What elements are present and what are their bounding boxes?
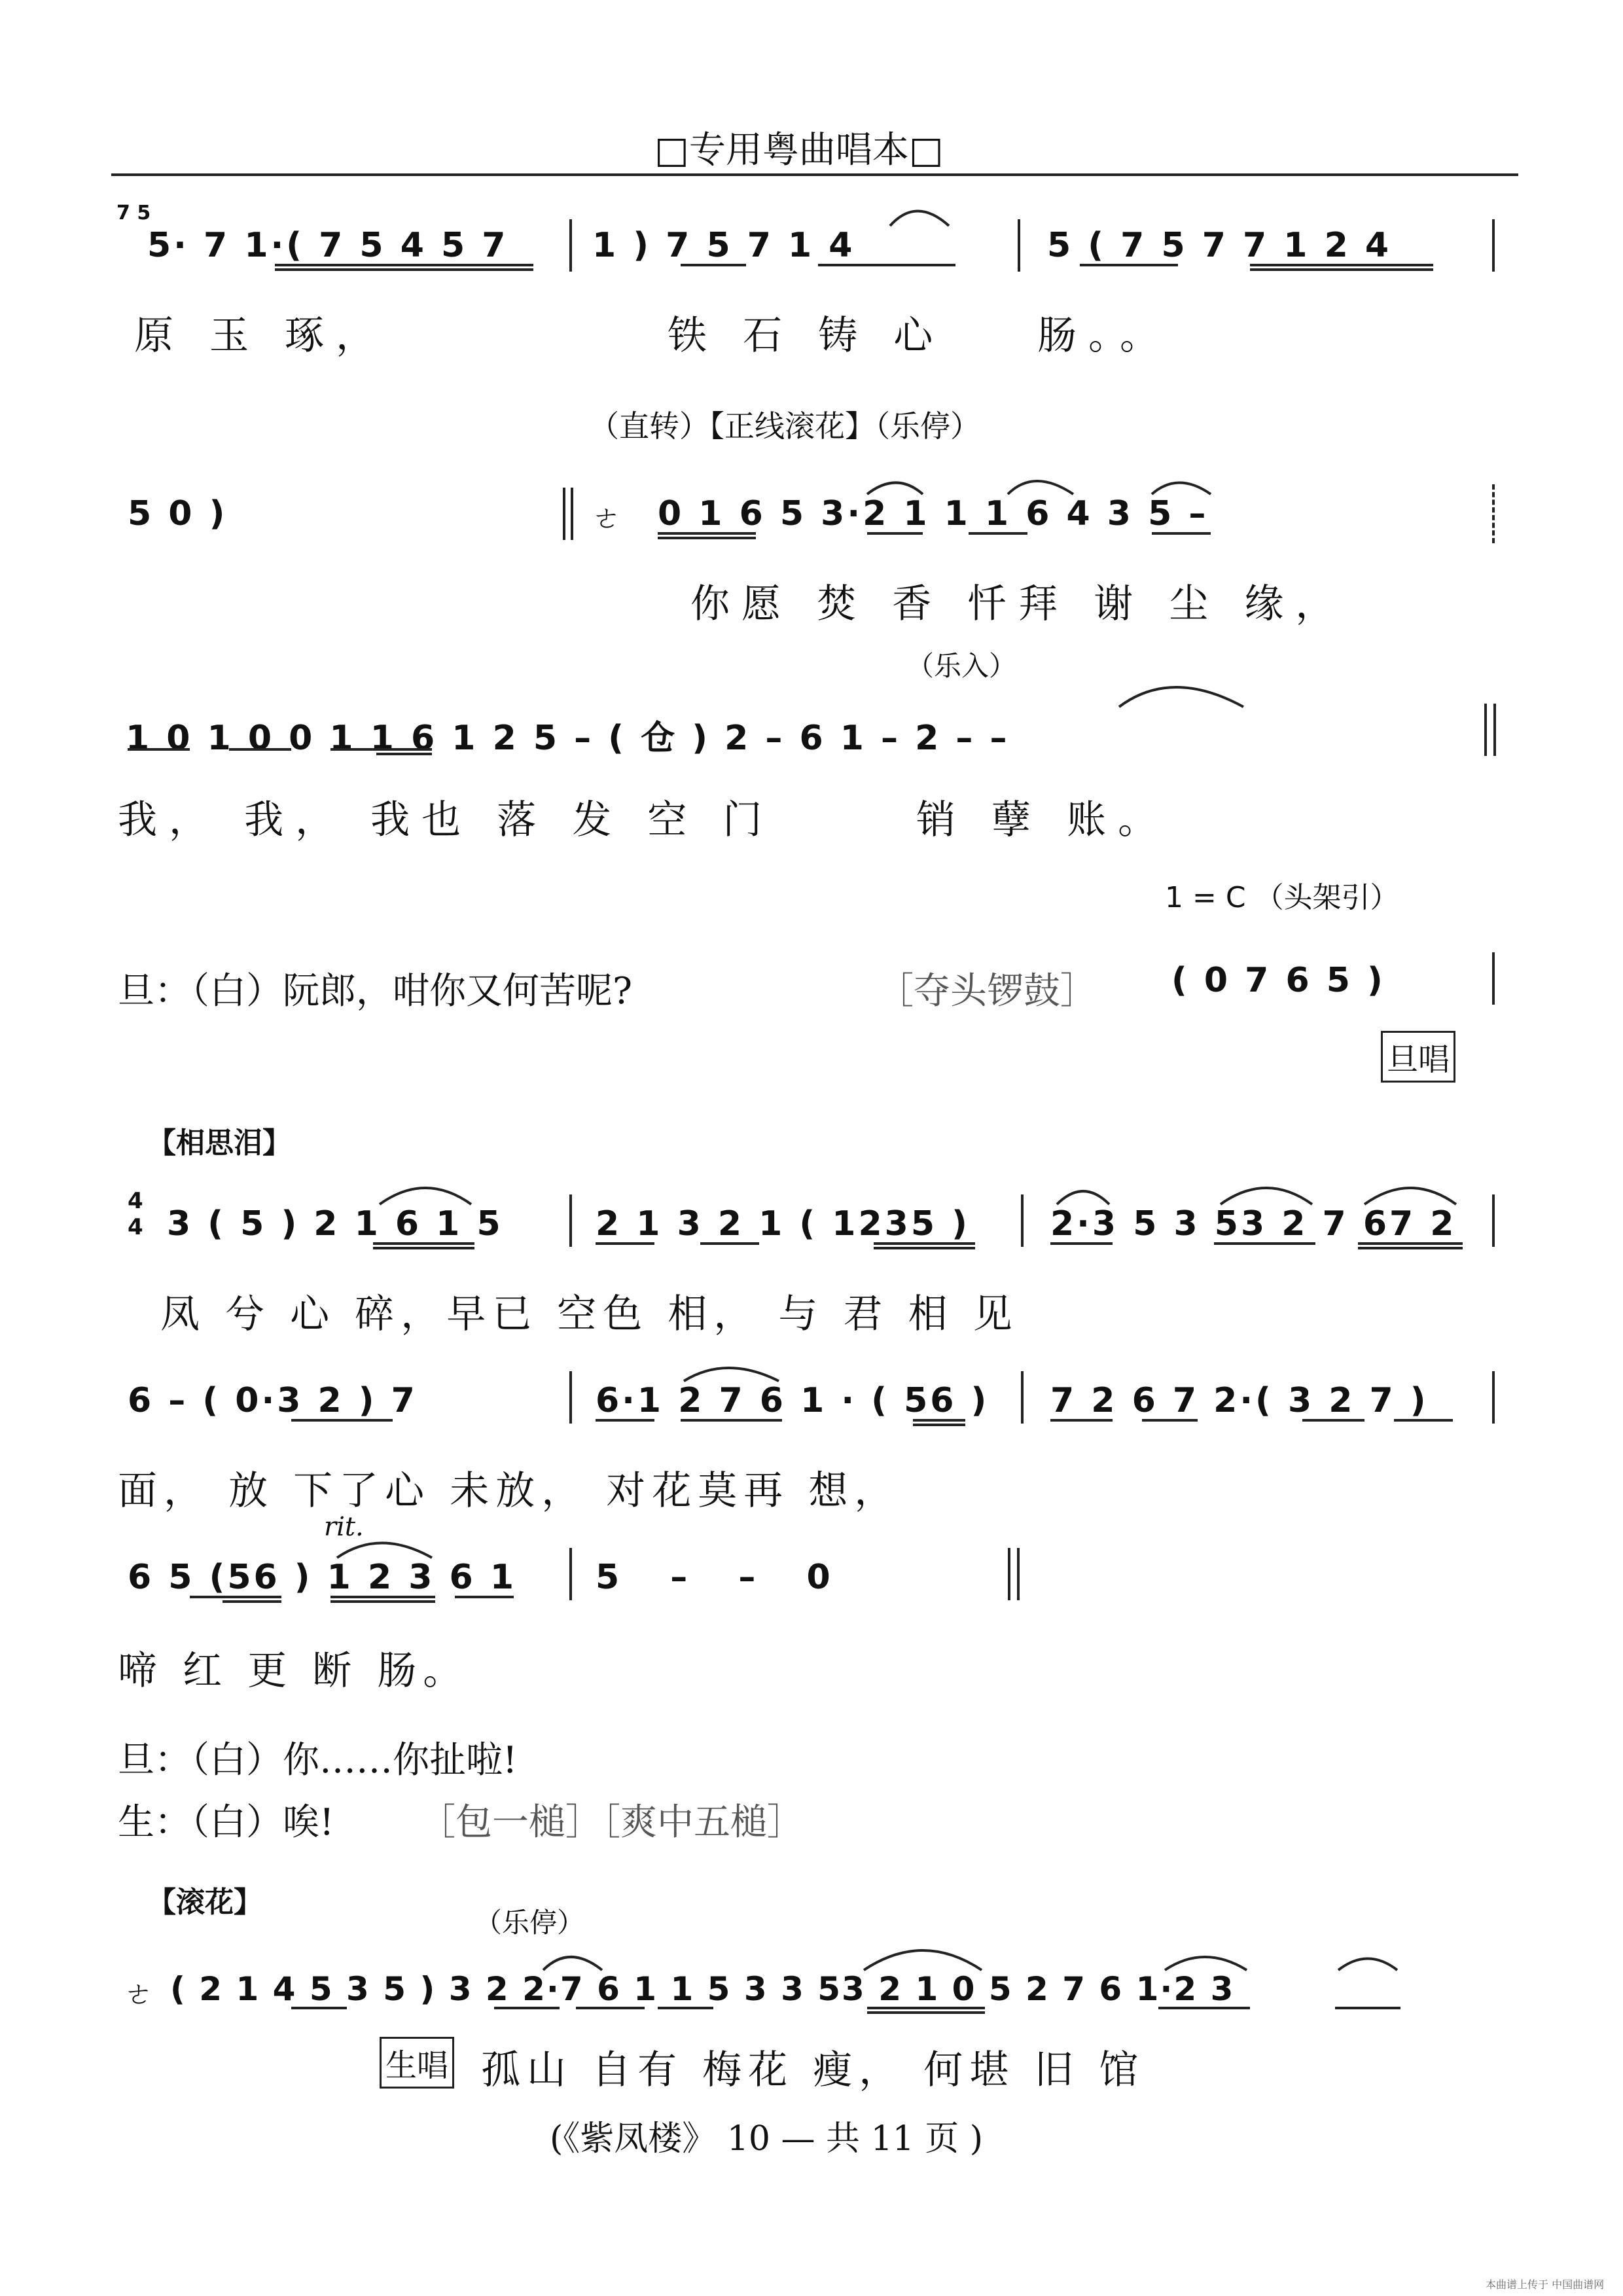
measure-3-1: 1 0 1 0 0 1 1 6 1 2 5 – ( 仓 ) 2 – 6 1 – 2 – – — [126, 719, 1010, 758]
measure-5-3: 7 2 6 7 2·( 3 2 7 ) — [1050, 1381, 1429, 1420]
lyric-line: 我， 我， 我也 落 发 空 门 — [118, 797, 774, 843]
grace-notes: 7 5 — [116, 202, 151, 224]
measure-4-2: 2 1 3 2 1 ( 1235 ) — [596, 1204, 970, 1244]
time-signature-top: 4 — [128, 1188, 143, 1214]
measure-5-2: 6·1 2 7 6 1 · ( 56 ) — [596, 1381, 990, 1420]
percussion-cue: ［包一槌］［爽中五槌］ — [419, 1801, 804, 1844]
slur — [684, 1368, 779, 1381]
free-meter-sign: ㄜ — [124, 1977, 153, 2011]
measure-2-1: 5 0 ) — [128, 494, 228, 533]
singer-box: 生唱 — [380, 2037, 454, 2089]
measure-1-3: 5 ( 7 5 7 7 1 2 4 — [1047, 226, 1392, 265]
slur — [1165, 1957, 1247, 1970]
key-signature: 1 = C （头架引） — [1165, 881, 1399, 914]
measure-1-2: 1 ) 7 5 7 1 4 — [592, 226, 855, 265]
measure-4-3: 2·3 5 3 53 2 7 67 2 — [1050, 1204, 1457, 1244]
slur — [890, 211, 949, 226]
measure-7-1: ( 2 1 4 5 3 5 ) 3 2 2·7 6 1 1 5 3 3 53 2 1 0 5 2 7 6 1·2 3 — [170, 1970, 1235, 2008]
page-header-title: □专用粤曲唱本□ — [654, 129, 944, 171]
slur — [380, 1188, 471, 1204]
lyric-line: 你愿 焚 香 忏拜 谢 尘 缘， — [690, 581, 1347, 627]
dialogue-line: 旦：（白）阮郎，咁你又何苦呢? — [118, 970, 633, 1013]
time-signature-bottom: 4 — [128, 1214, 143, 1240]
measure-6-1: 6 5 (56 ) 1 2 3 6 1 — [128, 1558, 516, 1597]
music-annotation: （乐停） — [474, 1907, 585, 1939]
lyric-line: 面， 放 下了心 未放， 对花莫再 想， — [118, 1468, 901, 1514]
measure-2-2: 0 1 6 5 3·2 1 1 1 6 4 3 5 – — [658, 494, 1209, 533]
free-meter-sign: ㄜ — [592, 501, 621, 535]
slur — [867, 483, 923, 495]
slur — [1338, 1959, 1397, 1971]
slur — [337, 1543, 432, 1558]
section-label: （直转）【正线滚花】（乐停） — [589, 408, 980, 444]
dialogue-line: 生：（白）唉! — [118, 1801, 334, 1844]
slur — [1364, 1188, 1456, 1204]
lyric-line: 肠。。 — [1037, 313, 1171, 359]
measure-d1: ( 0 7 6 5 ) — [1171, 961, 1385, 1000]
measure-4-1: 3 ( 5 ) 2 1 6 1 5 — [167, 1204, 503, 1244]
slur — [864, 1950, 982, 1970]
slur — [1152, 483, 1211, 495]
watermark: 本曲谱上传于 中国曲谱网 — [1486, 2278, 1605, 2291]
slur — [1008, 481, 1073, 494]
lyric-line: 销 孽 账。 — [916, 797, 1169, 843]
slur — [1057, 1191, 1109, 1204]
section-label: 【相思泪】 — [147, 1126, 291, 1160]
slur — [1119, 687, 1243, 707]
slur — [543, 1957, 602, 1970]
percussion-cue: ［夺头锣鼓］ — [877, 970, 1097, 1013]
page-footer: (《紫凤楼》 10 — 共 11 页 ) — [550, 2119, 984, 2159]
lyric-line: 原 玉 琢， — [134, 313, 387, 359]
lyric-line: 凤 兮 心 碎，早已 空色 相， 与 君 相 见 — [160, 1291, 1019, 1337]
singer-box: 旦唱 — [1381, 1031, 1455, 1083]
measure-1-1: 5· 7 1·( 7 5 4 5 7 — [147, 226, 508, 265]
measure-5-1: 6 – ( 0·3 2 ) 7 — [128, 1381, 418, 1420]
tempo-annotation: rit. — [324, 1512, 364, 1542]
lyric-line: 铁 石 铸 心 — [668, 313, 945, 359]
dialogue-line: 旦：（白）你……你扯啦! — [118, 1739, 518, 1782]
lyric-line: 啼 红 更 断 肠。 — [118, 1648, 469, 1694]
section-label: 【滚花】 — [147, 1886, 262, 1919]
lyric-line: 孤山 自有 梅花 瘦， 何堪 旧 馆 — [481, 2047, 1145, 2093]
music-annotation: （乐入） — [906, 650, 1017, 682]
slur — [1221, 1188, 1312, 1204]
measure-6-2: 5 – – 0 — [596, 1558, 850, 1597]
